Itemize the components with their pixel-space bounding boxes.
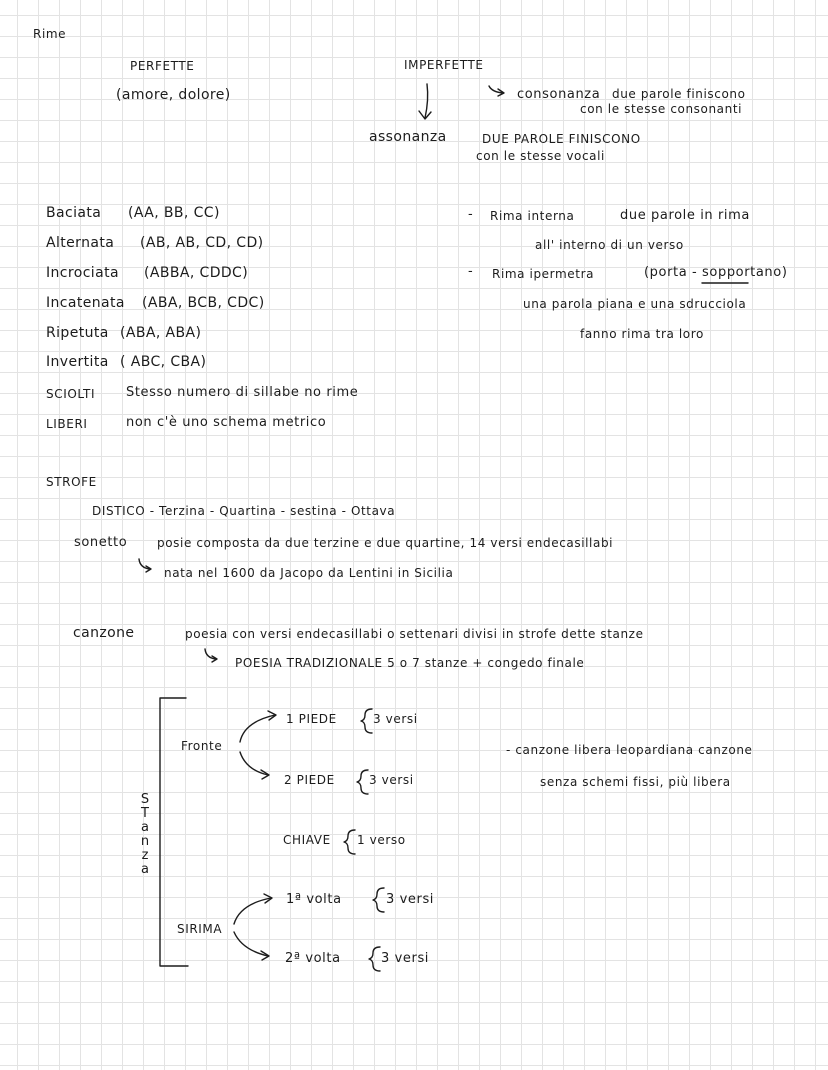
- canzone-label: canzone: [73, 625, 135, 641]
- perfette-example: (amore, dolore): [116, 87, 231, 103]
- scheme-name: Baciata: [46, 205, 102, 221]
- rima-interna-line2: all' interno di un verso: [535, 238, 684, 252]
- scheme-value: (ABA, BCB, CDC): [142, 295, 265, 311]
- stanza-letter: S: [140, 792, 150, 807]
- sirima-label: SIRIMA: [177, 922, 223, 936]
- consonanza-line1: due parole finiscono: [612, 87, 746, 101]
- piede1-label: 1 PIEDE: [286, 712, 337, 726]
- canzone-text: poesia con versi endecasillabi o settenari divisi in strofe dette stanze: [185, 627, 644, 641]
- page-title: Rime: [33, 27, 67, 41]
- chiave-versi: 1 verso: [357, 833, 406, 847]
- brace-volta1: [373, 888, 384, 912]
- sciolti-text: Stesso numero di sillabe no rime: [126, 385, 359, 400]
- liberi-label: LIBERI: [46, 417, 88, 431]
- stanza-letter: a: [141, 820, 149, 835]
- scheme-value: (ABA, ABA): [120, 325, 202, 341]
- stanza-bracket: [160, 698, 188, 966]
- consonanza-line2: con le stesse consonanti: [580, 102, 743, 116]
- brace-piede2: [357, 770, 368, 794]
- sonetto-origin: nata nel 1600 da Jacopo da Lentini in Sicilia: [164, 566, 454, 580]
- arrow-assonanza: [425, 84, 428, 118]
- sonetto-text: posie composta da due terzine e due quartine, 14 versi endecasillabi: [157, 536, 614, 550]
- piede2-label: 2 PIEDE: [284, 773, 335, 787]
- assonanza-line2: con le stesse vocali: [476, 149, 605, 163]
- sonetto-label: sonetto: [74, 535, 128, 550]
- volta1-versi: 3 versi: [386, 892, 435, 907]
- scheme-name: Invertita: [46, 354, 109, 370]
- chiave-label: CHIAVE: [283, 833, 331, 847]
- volta2-label: 2ª volta: [285, 951, 341, 966]
- rima-ipermetra-dash: -: [468, 264, 474, 279]
- volta1-label: 1ª volta: [286, 892, 342, 907]
- stanza-letter: z: [141, 848, 149, 863]
- rima-ipermetra-line1: una parola piana e una sdrucciola: [523, 297, 747, 311]
- rima-ipermetra-line2: fanno rima tra loro: [580, 327, 704, 341]
- scheme-name: Incrociata: [46, 265, 119, 281]
- rima-ipermetra-example: (porta - sopportano): [644, 265, 788, 280]
- scheme-name: Ripetuta: [46, 325, 109, 341]
- stanza-letter: a: [141, 862, 149, 877]
- sciolti-label: SCIOLTI: [46, 387, 96, 401]
- assonanza-label: assonanza: [369, 129, 447, 145]
- assonanza-line1: DUE PAROLE FINISCONO: [482, 132, 641, 146]
- brace-volta2: [369, 947, 380, 971]
- scheme-name: Alternata: [46, 235, 115, 251]
- piede1-versi: 3 versi: [373, 712, 418, 726]
- rima-interna-line1: due parole in rima: [620, 208, 750, 223]
- rima-ipermetra-label: Rima ipermetra: [492, 267, 595, 281]
- fronte-label: Fronte: [181, 739, 223, 753]
- stanza-letter: T: [141, 806, 149, 821]
- canzone-tradition: POESIA TRADIZIONALE 5 o 7 stanze + congedo finale: [235, 656, 585, 670]
- scheme-value: ( ABC, CBA): [120, 354, 207, 370]
- strofe-label: STROFE: [46, 475, 97, 489]
- piede2-versi: 3 versi: [369, 773, 414, 787]
- scheme-value: (ABBA, CDDC): [144, 265, 249, 281]
- brace-piede1: [361, 709, 372, 733]
- volta2-versi: 3 versi: [381, 951, 430, 966]
- canzone-libera-line1: - canzone libera leopardiana canzone: [506, 743, 753, 757]
- liberi-text: non c'è uno schema metrico: [126, 415, 327, 430]
- stanza-letter: n: [140, 834, 150, 849]
- rima-interna-label: Rima interna: [490, 209, 575, 223]
- scheme-value: (AB, AB, CD, CD): [140, 235, 264, 251]
- rima-interna-dash: -: [468, 207, 474, 222]
- scheme-name: Incatenata: [46, 295, 125, 311]
- strofe-types: DISTICO - Terzina - Quartina - sestina - Ottava: [92, 504, 396, 518]
- scheme-value: (AA, BB, CC): [128, 205, 220, 221]
- imperfette-label: IMPERFETTE: [404, 58, 484, 72]
- canzone-libera-line2: senza schemi fissi, più libera: [540, 775, 731, 789]
- perfette-label: PERFETTE: [130, 59, 195, 73]
- brace-chiave: [344, 830, 355, 854]
- consonanza-label: consonanza: [517, 87, 601, 102]
- arrow-consonanza: [489, 86, 503, 93]
